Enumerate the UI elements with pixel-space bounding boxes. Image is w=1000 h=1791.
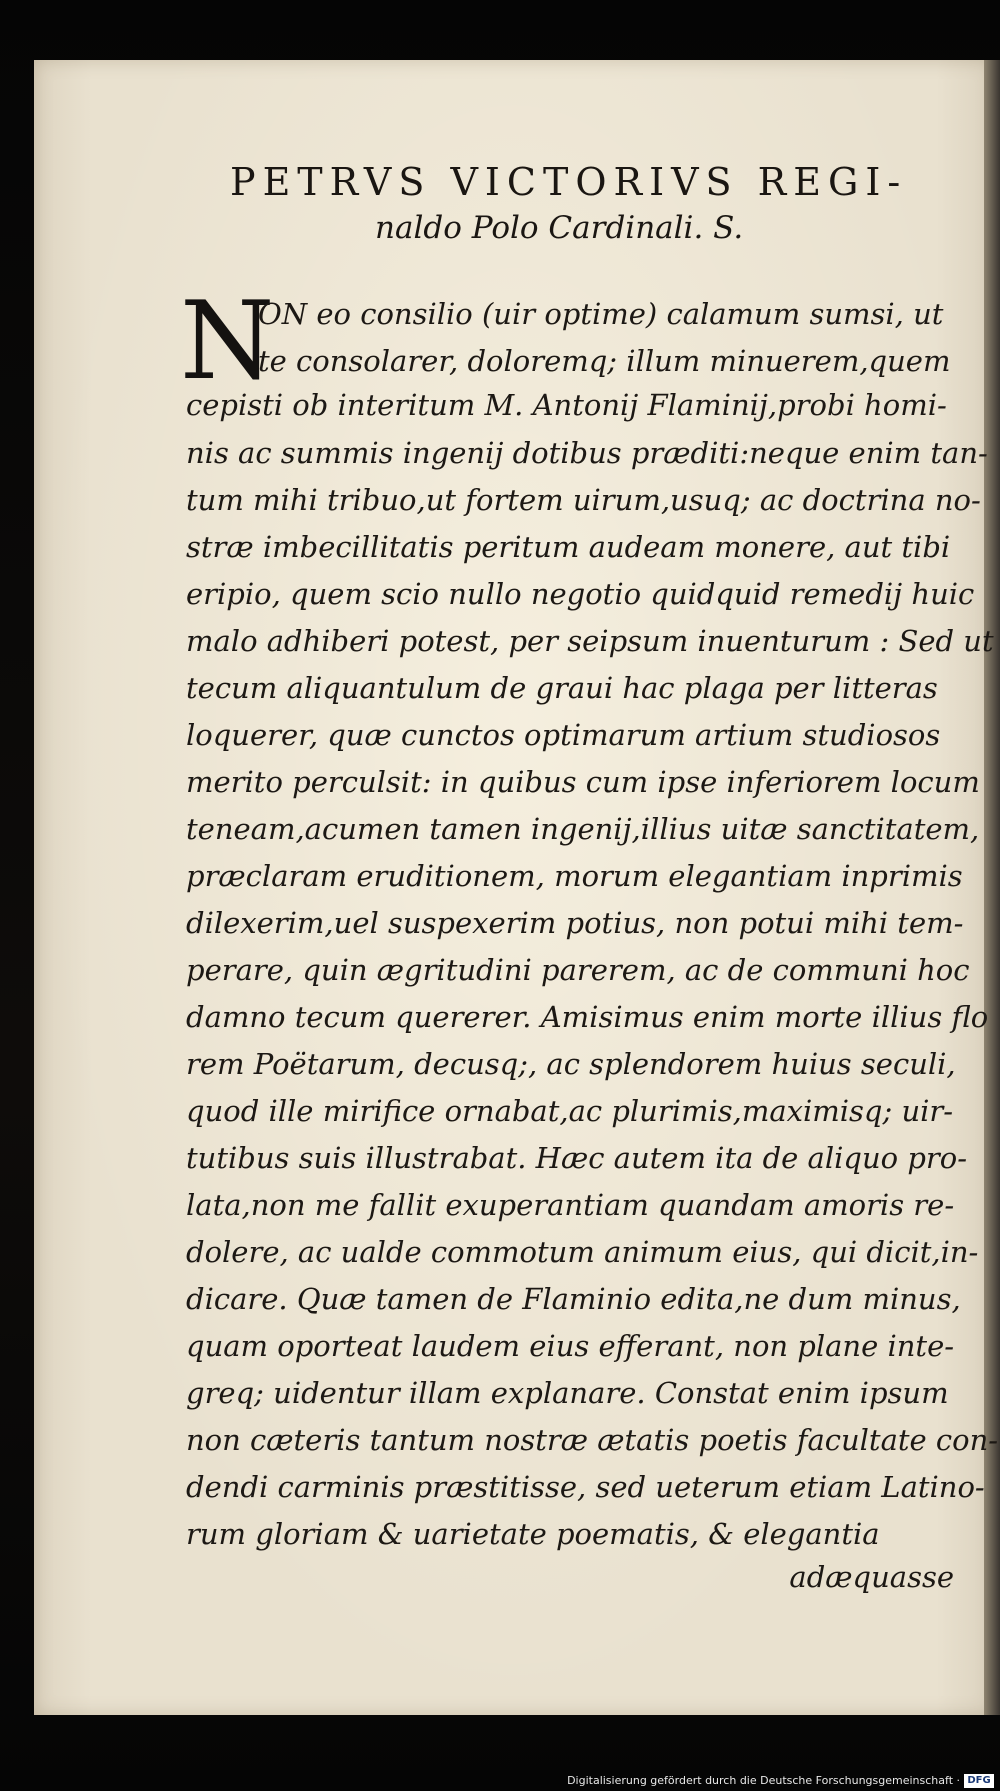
text-line: greq; uidentur illam explanare. Constat enim ipsum (186, 1376, 949, 1410)
text-line: quod ille mirifice ornabat,ac plurimis,maximisq; uir- (186, 1094, 954, 1128)
page-subheading: naldo Polo Cardinali. S. (375, 210, 744, 246)
text-line: rum gloriam & uarietate poematis, & elegantia (186, 1517, 880, 1551)
catchword: adæquasse (789, 1560, 954, 1594)
text-line: dicare. Quæ tamen de Flaminio edita,ne dum minus, (186, 1282, 961, 1316)
footer-bar (0, 1769, 1000, 1791)
text-line: lata,non me fallit exuperantiam quandam amoris re- (186, 1188, 955, 1222)
text-line: ON eo consilio (uir optime) calamum sumsi, ut (258, 297, 944, 331)
text-line: stræ imbecillitatis peritum audeam monere, aut tibi (186, 530, 951, 564)
text-line: loquerer, quæ cunctos optimarum artium studiosos (186, 718, 941, 752)
text-line: præclaram eruditionem, morum elegantiam inprimis (186, 859, 963, 893)
drop-cap: N (180, 279, 275, 404)
text-line: perare, quin ægritudini parerem, ac de communi hoc (186, 953, 970, 987)
dfg-logo: DFG (964, 1774, 994, 1788)
page-edge (984, 60, 1000, 1715)
text-line: merito perculsit: in quibus cum ipse inferiorem locum (186, 765, 980, 799)
text-line: non cæteris tantum nostræ ætatis poetis facultate con- (186, 1423, 999, 1457)
page-heading: PETRVS VICTORIVS REGI- (230, 160, 908, 204)
digitization-credit: Digitalisierung gefördert durch die Deutsche Forschungsgemeinschaft · (567, 1774, 960, 1787)
text-line: damno tecum quererer. Amisimus enim morte illius flo (186, 1000, 989, 1034)
text-line: malo adhiberi potest, per seipsum inuenturum : Sed ut (186, 624, 994, 658)
text-line: dolere, ac ualde commotum animum eius, qui dicit,in- (186, 1235, 979, 1269)
text-line: tecum aliquantulum de graui hac plaga per litteras (186, 671, 938, 705)
text-line: cepisti ob interitum M. Antonij Flaminij,probi homi- (186, 388, 947, 422)
text-line: dendi carminis præstitisse, sed ueterum etiam Latino- (186, 1470, 985, 1504)
text-line: tutibus suis illustrabat. Hæc autem ita de aliquo pro- (186, 1141, 968, 1175)
text-line: nis ac summis ingenij dotibus præditi:neque enim tan- (186, 436, 988, 470)
text-line: eripio, quem scio nullo negotio quidquid remedij huic (186, 577, 975, 611)
text-line: dilexerim,uel suspexerim potius, non potui mihi tem- (186, 906, 964, 940)
text-line: teneam,acumen tamen ingenij,illius uitæ sanctitatem, (186, 812, 980, 846)
text-line: quam oporteat laudem eius efferant, non plane inte- (186, 1329, 955, 1363)
text-line: te consolarer, doloremq; illum minuerem,quem (258, 344, 951, 378)
text-line: rem Poëtarum, decusq;, ac splendorem huius seculi, (186, 1047, 956, 1081)
text-line: tum mihi tribuo,ut fortem uirum,usuq; ac doctrina no- (186, 483, 981, 517)
